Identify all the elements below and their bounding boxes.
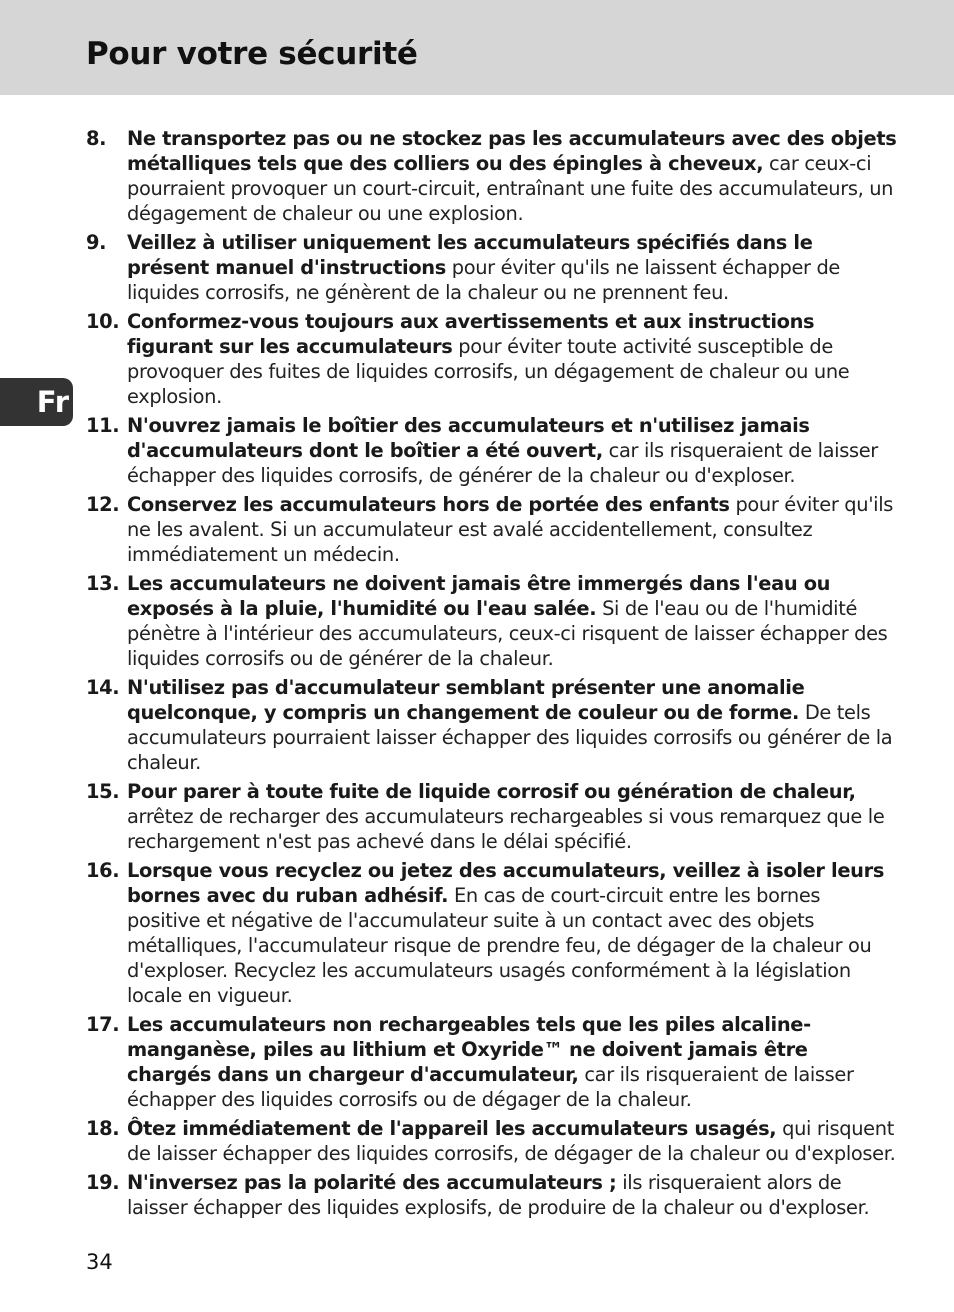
list-item: [86, 309, 898, 409]
item-bold-text: Conservez les accumulateurs hors de portée des enfants: [127, 493, 730, 516]
list-item: [86, 779, 898, 854]
item-bold-text: N'utilisez pas d'accumulateur semblant présenter une anomalie quelconque, y compris un changement de couleur ou de forme.: [127, 676, 805, 724]
list-item: [86, 1012, 898, 1112]
list-item: [86, 413, 898, 488]
list-item: [86, 1170, 898, 1220]
page-number: 34: [86, 1250, 113, 1274]
item-bold-text: Veillez à utiliser uniquement les accumulateurs spécifiés dans le présent manuel d'instructions: [127, 231, 813, 279]
item-text: ils risqueraient alors de laisser échapper des liquides explosifs, de produire de la chaleur ou d'exploser.: [127, 1171, 870, 1219]
item-number: 16.: [86, 859, 120, 882]
list-item: [86, 675, 898, 775]
item-bold-text: Ôtez immédiatement de l'appareil les accumulateurs usagés,: [127, 1117, 777, 1140]
item-text: De tels accumulateurs pourraient laisser échapper des liquides corrosifs ou générer de la chaleur.: [127, 701, 893, 774]
item-bold-text: N'ouvrez jamais le boîtier des accumulateurs et n'utilisez jamais d'accumulateurs dont le boîtier a été ouvert,: [127, 414, 810, 462]
item-text: car ils risqueraient de laisser échapper des liquides corrosifs, de générer de la chaleur ou d'exploser.: [127, 439, 878, 487]
item-text: car ceux-ci pourraient provoquer un court-circuit, entraînant une fuite des accumulateurs, un dégagement de chaleur ou une explosion.: [127, 152, 894, 225]
page-header: [0, 0, 954, 95]
item-number: 12.: [86, 493, 120, 516]
item-text: Si de l'eau ou de l'humidité pénètre à l'intérieur des accumulateurs, ceux-ci risquent de laisser échapper des liquides corrosifs ou de générer de la chaleur.: [127, 597, 888, 670]
item-number: 18.: [86, 1117, 120, 1140]
page-title: Pour votre sécurité: [86, 36, 418, 72]
item-number: 19.: [86, 1171, 120, 1194]
list-item: [86, 858, 898, 1008]
item-number: 9.: [86, 231, 107, 254]
item-bold-text: Conformez-vous toujours aux avertissements et aux instructions figurant sur les accumulateurs: [127, 310, 815, 358]
list-item: [86, 126, 898, 226]
item-text: arrêtez de recharger des accumulateurs rechargeables si vous remarquez que le rechargement n'est pas achevé dans le délai spécifié.: [127, 805, 885, 853]
item-number: 15.: [86, 780, 120, 803]
item-bold-text: Lorsque vous recyclez ou jetez des accumulateurs, veillez à isoler leurs bornes avec du ruban adhésif.: [127, 859, 885, 907]
item-text: car ils risqueraient de laisser échapper des liquides corrosifs ou de dégager de la chaleur.: [127, 1063, 854, 1111]
list-item: [86, 230, 898, 305]
item-text: En cas de court-circuit entre les bornes positive et négative de l'accumulateur suite à un contact avec des objets métalliques, l'accumulateur risque de prendre feu, de dégager de la chaleur ou d'exploser. Recyclez les accumulateurs usagés conformément à la législation locale en vigueur.: [127, 884, 872, 1007]
item-text: pour éviter qu'ils ne laissent échapper de liquides corrosifs, ne génèrent de la chaleur ou ne prennent feu.: [127, 256, 841, 304]
item-bold-text: Les accumulateurs non rechargeables tels que les piles alcaline-manganèse, piles au lithium et Oxyride™ ne doivent jamais être chargés dans un chargeur d'accumulateur,: [127, 1013, 811, 1086]
list-item: [86, 492, 898, 567]
item-number: 17.: [86, 1013, 120, 1036]
safety-list: [86, 126, 898, 1224]
list-item: [86, 571, 898, 671]
item-bold-text: Pour parer à toute fuite de liquide corrosif ou génération de chaleur,: [127, 780, 856, 803]
item-text: qui risquent de laisser échapper des liquides corrosifs, de dégager de la chaleur ou d'exploser.: [127, 1117, 896, 1165]
item-number: 10.: [86, 310, 120, 333]
item-text: pour éviter toute activité susceptible de provoquer des fuites de liquides corrosifs, un dégagement de chaleur ou une explosion.: [127, 335, 850, 408]
item-number: 11.: [86, 414, 120, 437]
item-bold-text: Ne transportez pas ou ne stockez pas les accumulateurs avec des objets métalliques tels que des colliers ou des épingles à cheveux,: [127, 127, 897, 175]
list-item: [86, 1116, 898, 1166]
item-text: pour éviter qu'ils ne les avalent. Si un accumulateur est avalé accidentellement, consultez immédiatement un médecin.: [127, 493, 894, 566]
item-bold-text: Les accumulateurs ne doivent jamais être immergés dans l'eau ou exposés à la pluie, l'humidité ou l'eau salée.: [127, 572, 831, 620]
item-number: 8.: [86, 127, 107, 150]
item-bold-text: N'inversez pas la polarité des accumulateurs ;: [127, 1171, 617, 1194]
language-tab: Fr: [0, 378, 73, 426]
item-number: 14.: [86, 676, 120, 699]
item-number: 13.: [86, 572, 120, 595]
